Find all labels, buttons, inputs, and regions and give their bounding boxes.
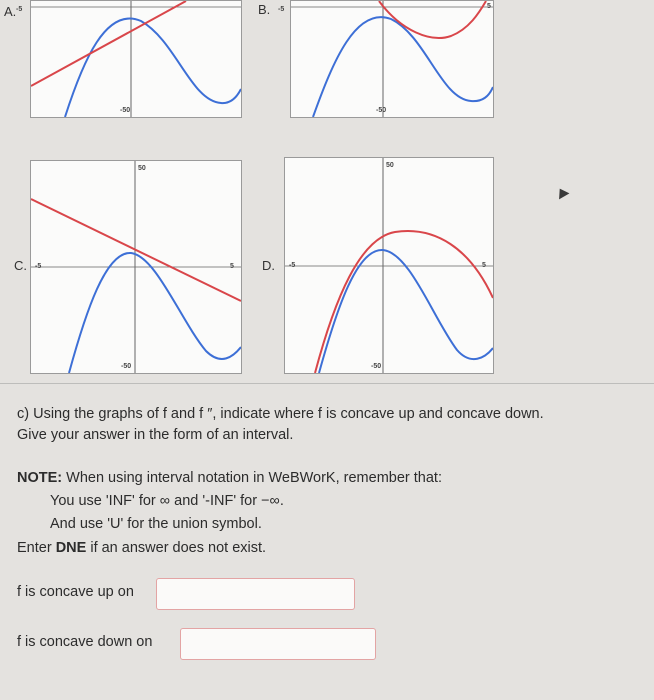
graph-b xyxy=(290,0,494,118)
note-text: When using interval notation in WeBWorK, remember that: xyxy=(62,470,442,486)
graph-b-plot xyxy=(291,1,493,117)
option-d-ymin: -50 xyxy=(371,363,382,370)
mouse-cursor-icon xyxy=(555,186,570,200)
option-a-ymin: -50 xyxy=(120,107,131,114)
concave-up-label: f is concave up on xyxy=(17,584,134,600)
graph-c xyxy=(30,160,242,374)
option-b-xmin: -5 xyxy=(278,6,285,13)
graph-d-f-curve xyxy=(319,250,493,373)
graph-a xyxy=(30,0,242,118)
question-line-2: Give your answer in the form of an interval. xyxy=(17,427,294,443)
option-c-xmax: 5 xyxy=(230,263,234,270)
option-d-xmax: 5 xyxy=(482,262,486,269)
note-line xyxy=(17,468,647,489)
option-c-ymin: -50 xyxy=(121,363,132,370)
option-c-label: C. xyxy=(14,258,27,273)
option-d-ymax: 50 xyxy=(386,162,394,169)
option-a-xmin: -5 xyxy=(16,6,23,13)
graph-a-plot xyxy=(31,1,241,117)
section-divider xyxy=(0,383,654,384)
dne-keyword: DNE xyxy=(55,540,87,556)
option-d-label: D. xyxy=(262,258,275,273)
graph-d-plot xyxy=(285,158,493,373)
option-c-xmin: -5 xyxy=(35,263,42,270)
option-b-ymin: -50 xyxy=(376,107,387,114)
concave-up-input[interactable] xyxy=(156,578,355,610)
graph-c-plot xyxy=(31,161,241,373)
concave-down-input[interactable] xyxy=(180,628,376,660)
graph-c-fpp-line xyxy=(31,199,241,301)
note-dne-line xyxy=(17,538,647,559)
graph-a-f-curve xyxy=(65,18,241,117)
concave-down-label: f is concave down on xyxy=(17,634,153,650)
option-b-xmax: 5 xyxy=(487,3,491,10)
graph-b-f-curve xyxy=(313,17,493,117)
dne-suffix: if an answer does not exist. xyxy=(86,540,267,556)
note-union-line: And use 'U' for the union symbol. xyxy=(50,516,262,532)
note-infinity-line: You use 'INF' for ∞ and '-INF' for −∞. xyxy=(50,493,284,509)
note-label: NOTE: xyxy=(17,470,63,486)
graph-d xyxy=(284,157,494,374)
option-d-xmin: -5 xyxy=(289,262,296,269)
option-c-ymax: 50 xyxy=(138,165,146,172)
option-b-label: B. xyxy=(258,2,271,17)
graph-c-f-curve xyxy=(69,253,241,373)
question-line-1: c) Using the graphs of f and f ″, indicate where f is concave up and concave down. xyxy=(17,406,544,422)
graph-a-fpp-line xyxy=(31,1,186,86)
dne-prefix: Enter xyxy=(17,540,56,556)
option-a-label: A. xyxy=(4,4,17,19)
